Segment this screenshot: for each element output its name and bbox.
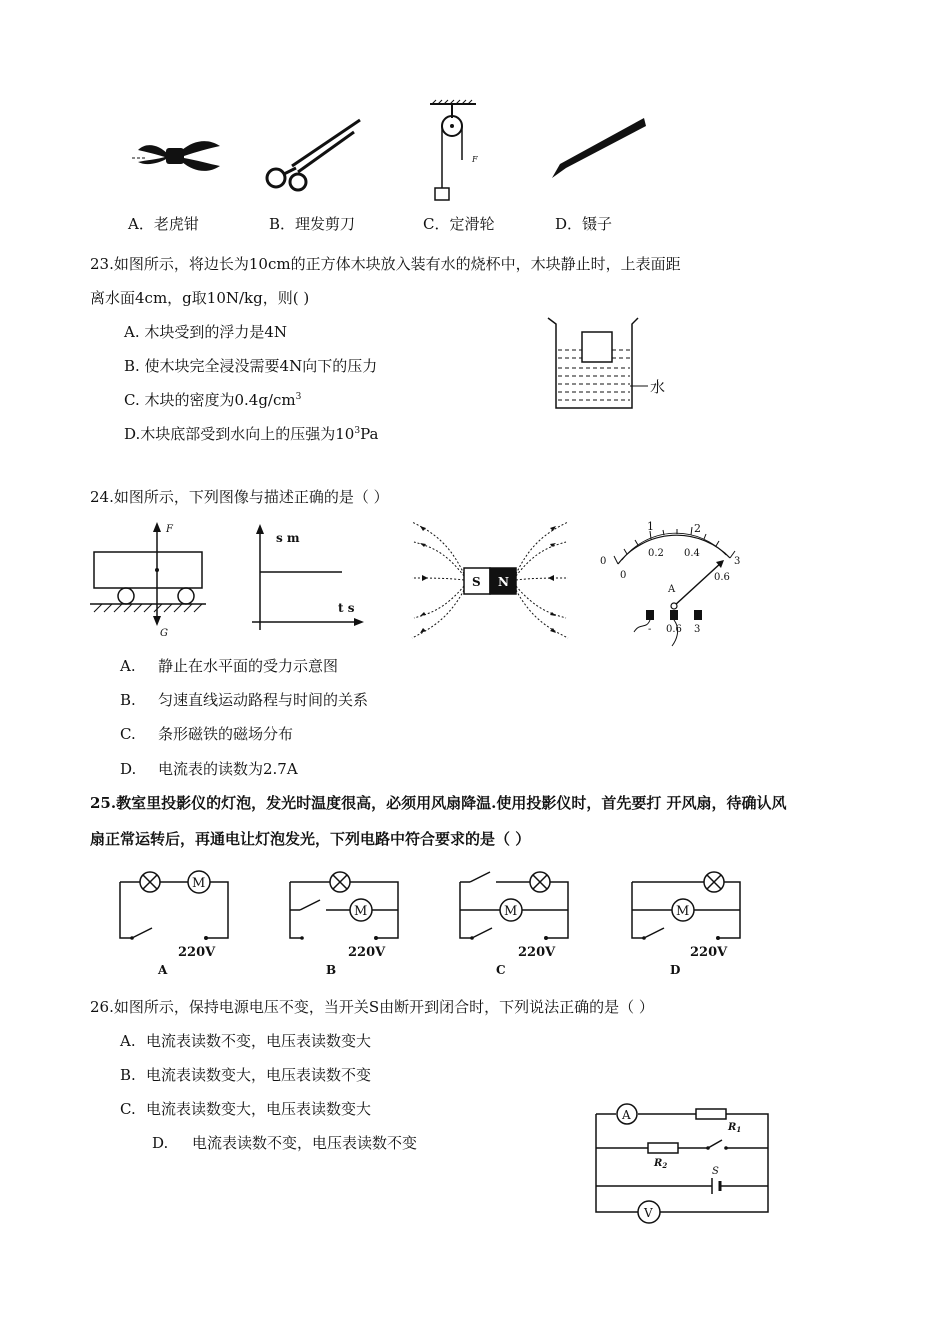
q24-stem: 24.如图所示，下列图像与描述正确的是（ ） (90, 488, 389, 506)
q23-stem-line2: 离水面4cm，g取10N/kg，则( ) (90, 289, 310, 307)
pulley-figure (428, 100, 484, 204)
q26-option-a: A. 电流表读数不变，电压表读数变大 (120, 1032, 372, 1050)
ammeter-terminal-3: 3 (694, 624, 701, 635)
tweezers-figure (548, 116, 648, 180)
ammeter-figure (596, 518, 746, 648)
q26-option-b: B. 电流表读数变大，电压表读数不变 (120, 1066, 372, 1084)
q24-option-c: C. 条形磁铁的磁场分布 (120, 725, 294, 743)
q24-option-b: B. 匀速直线运动路程与时间的关系 (120, 691, 369, 709)
ammeter-symbol: A (622, 1108, 631, 1122)
q25-circuit-b (286, 868, 406, 978)
ammeter-tick-0-4: 0.4 (684, 548, 700, 559)
q23-option-d: D.木块底部受到水向上的压强为$10^3Pa$ (124, 425, 379, 443)
motor-label: M (676, 904, 690, 919)
magnet-field-figure (408, 520, 572, 640)
ammeter-tick-0-2: 0.2 (648, 548, 664, 559)
r1-label: $R_1$ (728, 1122, 742, 1134)
ammeter-tick-2: 2 (694, 522, 701, 535)
q22-option-a: A．老虎钳 (128, 215, 199, 233)
q24-option-a: A. 静止在水平面的受力示意图 (120, 657, 339, 675)
q22-option-b: B．理发剪刀 (269, 215, 356, 233)
graph-x-label: t s (338, 601, 355, 615)
motor-label: M (504, 904, 518, 919)
q26-option-c: C. 电流表读数变大，电压表读数变大 (120, 1100, 372, 1118)
force-label-f: F (166, 524, 173, 535)
graph-y-label: s m (276, 531, 300, 545)
q25-circuit-a (116, 868, 236, 978)
q26-option-d: D. 电流表读数不变，电压表读数不变 (152, 1134, 418, 1152)
voltmeter-symbol: V (644, 1206, 653, 1220)
ammeter-unit: A (668, 584, 676, 595)
water-label: 水 (650, 378, 666, 396)
ammeter-end-right: 3 (734, 556, 741, 567)
ammeter-terminal-neg: - (648, 624, 652, 635)
q25-stem-line1: 25.教室里投影仪的灯泡，发光时温度很高，必须用风扇降温.使用投影仪时，首先要打 开风扇，待确认风 (90, 794, 787, 812)
force-label-g: G (160, 628, 168, 639)
scissors-figure (262, 116, 362, 192)
beaker-figure (544, 316, 674, 412)
voltage-label: 220V (348, 945, 386, 960)
motor-label: M (192, 876, 206, 891)
r2-label: $R_2$ (654, 1158, 668, 1170)
circuit-label-d: D (670, 963, 681, 977)
voltage-label: 220V (178, 945, 216, 960)
q22-option-d: D．镊子 (555, 215, 613, 233)
magnet-n-label: N (498, 575, 509, 589)
switch-label: S (712, 1166, 719, 1177)
circuit-label-a: A (158, 963, 168, 977)
q26-circuit (590, 1100, 776, 1226)
q23-option-c: C. 木块的密度为$0.4g/cm^3$ (124, 391, 302, 409)
q23-option-b: B. 使木块完全浸没需要4N向下的压力 (124, 357, 378, 375)
q23-stem-line1: 23.如图所示，将边长为10cm的正方体木块放入装有水的烧杯中，木块静止时，上表面距 (90, 255, 681, 273)
ammeter-terminal-0-6: 0.6 (666, 624, 682, 635)
pulley-force-label: F (472, 155, 478, 164)
q26-stem: 26.如图所示，保持电源电压不变，当开关S由断开到闭合时，下列说法正确的是（ ） (90, 998, 654, 1016)
q22-option-c: C．定滑轮 (423, 215, 495, 233)
voltage-label: 220V (690, 945, 728, 960)
circuit-label-c: C (496, 963, 506, 977)
st-graph-figure (248, 522, 370, 634)
cart-force-figure (90, 520, 208, 642)
ammeter-tick-1: 1 (647, 520, 654, 533)
q23-option-a: A. 木块受到的浮力是4N (124, 323, 288, 341)
ammeter-end-left: 0 (600, 556, 607, 567)
q25-circuit-c (456, 868, 576, 978)
ammeter-end-left-inner: 0 (620, 570, 627, 581)
voltage-label: 220V (518, 945, 556, 960)
q24-option-d: D. 电流表的读数为2.7A (120, 760, 298, 778)
motor-label: M (354, 904, 368, 919)
ammeter-end-right-inner: 0.6 (714, 572, 730, 583)
q25-stem-line2: 扇正常运转后，再通电让灯泡发光，下列电路中符合要求的是（ ） (90, 830, 531, 848)
circuit-label-b: B (326, 963, 337, 977)
pliers-figure (128, 132, 224, 180)
magnet-s-label: S (472, 575, 481, 589)
q25-circuit-d (628, 868, 748, 978)
